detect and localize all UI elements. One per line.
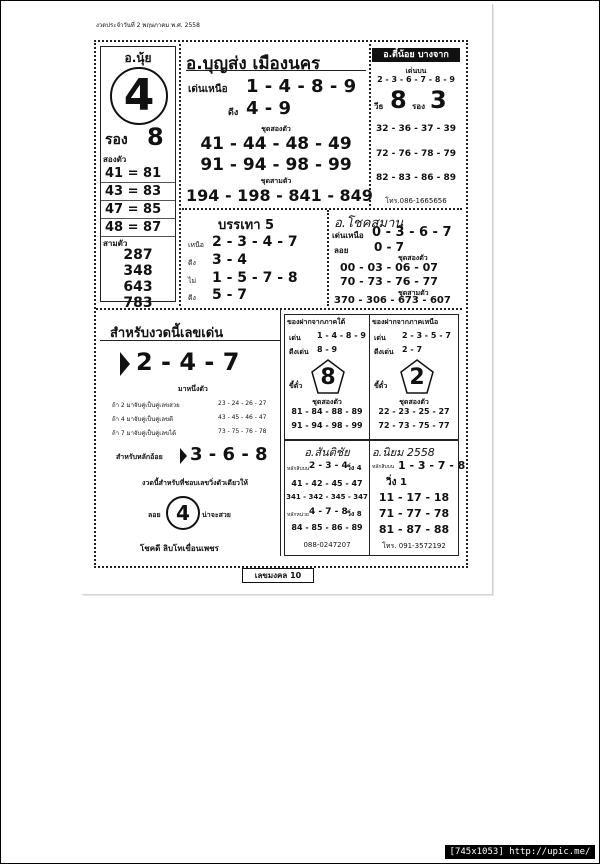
triples-label: ชุดสามตัว	[398, 289, 429, 297]
row-label: ไม่	[188, 277, 197, 285]
badge-label: ขี้ตั๋ว	[289, 382, 303, 390]
triples-label: ชุดสามตัว	[260, 177, 292, 185]
phone-number: โทร.086-1665656	[385, 197, 447, 205]
note-text: ถ้า 4 มาจับคู่เป็นคู่เลขดี	[112, 416, 173, 423]
divider	[179, 44, 181, 306]
note-nums: 23 - 24 - 26 - 27	[218, 400, 267, 407]
dig-label: ดีงเด่น	[289, 348, 309, 356]
pair-b: 3	[430, 86, 447, 114]
lead-label: เด่นเหนือ	[188, 84, 228, 95]
bottom-mid-title: อ.สันติชัย	[304, 446, 350, 459]
lead-label: เด่นบน	[405, 67, 427, 75]
pair-a: 8	[390, 86, 407, 114]
divider	[280, 310, 281, 556]
badge-value: 8	[320, 365, 336, 390]
phone-number: โทร. 091-3572192	[382, 542, 446, 550]
row-label: ดีง	[188, 294, 196, 302]
big-number: 4	[123, 70, 155, 121]
line-tail: วิ่ง 8	[347, 510, 362, 518]
pairs-line: 41 - 44 - 48 - 49	[200, 134, 352, 154]
line-tail: วิ่ง 4	[347, 464, 362, 472]
page-header: งวดประจำวันที่ 2 พฤษภาคม พ.ศ. 2558	[96, 22, 200, 29]
two-digit-list	[101, 165, 175, 237]
top-center-title: อ.บุญส่ง เมืองนคร	[186, 54, 321, 74]
loi-suffix: น่าจะสวย	[202, 511, 231, 519]
page-label: เลขมงคล 10	[242, 568, 314, 583]
lead-label: เด่น	[374, 334, 386, 342]
north-title: ของฝากจากภาคเหนือ	[372, 318, 439, 326]
pairs-label: ชุดสองตัว	[261, 125, 291, 133]
pairs-line: 22 - 23 - 25 - 27	[378, 407, 450, 416]
divider	[369, 44, 371, 206]
row-value: 3 - 4	[212, 252, 248, 268]
bottom-right-title: อ.นิยม 2558	[372, 446, 435, 459]
bottom-right-row: 81 - 87 - 88	[378, 523, 450, 536]
three-digit-number: 287	[123, 247, 153, 263]
dig-label: ดีง	[228, 108, 239, 118]
triangle-icon	[120, 352, 130, 376]
three-digit-number: 643	[123, 279, 153, 295]
south-title: ของฝากจากภาคใต้	[287, 318, 346, 326]
line-value: 1 - 3 - 7 - 8	[398, 459, 466, 472]
bottom-right-box	[369, 440, 466, 556]
lower-left-title: สำหรับงวดนี้เลขเด่น	[110, 326, 224, 341]
top-right-row: 32 - 36 - 37 - 39	[375, 124, 457, 134]
north-box	[369, 314, 459, 440]
two-digit-pair: 41 = 81	[101, 165, 175, 183]
loi-value: 0 - 7	[374, 240, 405, 254]
unit-label: สำหรับหลักอ้อย	[116, 453, 163, 461]
two-digit-pair: 47 = 85	[101, 201, 175, 219]
dig-value: 4 - 9	[246, 98, 292, 119]
row-label: ดีง	[188, 259, 196, 267]
lead-label: เด่น	[289, 334, 301, 342]
note-text: ถ้า 7 มาจับคู่เป็นคู่เลขได้	[112, 430, 177, 437]
pairs-line: 91 - 94 - 98 - 99	[200, 155, 352, 175]
top-right-row: 72 - 76 - 78 - 79	[375, 149, 457, 159]
lead-value: 1 - 4 - 8 - 9	[246, 76, 357, 97]
dig-label: ดีงเด่น	[374, 348, 394, 356]
main-value: 2 - 4 - 7	[136, 348, 240, 376]
row-value: 2 - 3 - 4 - 7	[212, 234, 298, 250]
unit-note: งวดนี้สำหรับที่ชอบเลขวิ่งตัวเดียวให้	[142, 479, 249, 487]
top-right-row: 82 - 83 - 86 - 89	[375, 173, 457, 183]
dig-value: 8 - 9	[317, 345, 338, 354]
triples-line: 370 - 306 - 673 - 607	[334, 295, 451, 306]
row-label: เหนือ	[188, 241, 204, 249]
scanned-lottery-page	[82, 4, 493, 595]
line-value: 4 - 7 - 8	[309, 507, 348, 517]
line-value: 2 - 3 - 4	[309, 461, 348, 471]
rong-label: รอง	[105, 132, 128, 148]
triangle-icon	[180, 448, 187, 464]
phone-number: 088-0247207	[303, 541, 351, 549]
divider	[327, 210, 329, 306]
badge-label: ขี้ตั๋ว	[374, 382, 388, 390]
line-row: 84 - 85 - 86 - 89	[291, 523, 363, 532]
pairs-line: 81 - 84 - 88 - 89	[291, 407, 363, 416]
big-number-circle	[110, 67, 168, 125]
lead-label: เด่นเหนือ	[332, 231, 364, 240]
pair-mid: รอง	[412, 102, 426, 111]
loi-circle	[166, 496, 200, 530]
note-nums: 73 - 75 - 76 - 78	[218, 428, 267, 435]
sub-label: มาหนึ่งตัว	[178, 385, 208, 393]
lead-value: 1 - 4 - 8 - 9	[317, 331, 366, 340]
lead-value: 0 - 3 - 6 - 7	[372, 225, 452, 240]
pairs-line: 00 - 03 - 06 - 07	[340, 261, 438, 274]
three-digit-number: 348	[123, 263, 153, 279]
mid-left-title: บรรเทา 5	[218, 218, 275, 233]
bottom-mid-box	[284, 440, 370, 556]
line-row: 41 - 42 - 45 - 47	[291, 479, 363, 488]
dig-value: 2 - 7	[402, 345, 423, 354]
unit-value: 3 - 6 - 8	[190, 444, 268, 465]
triples-line: 194 - 198 - 841 - 849	[186, 186, 373, 205]
left-title: อ.นุ้ย	[124, 51, 152, 65]
line-label: หลักสิบบน	[287, 466, 310, 472]
pairs-line: 70 - 73 - 76 - 77	[340, 275, 438, 288]
line-label: หลักสิบบน	[372, 464, 395, 470]
lead-value: 2 - 3 - 6 - 7 - 8 - 9	[377, 75, 455, 84]
left-column-box	[100, 46, 176, 311]
mid-right-title: อ.โชคสมาน	[334, 216, 404, 231]
note-nums: 43 - 45 - 46 - 47	[218, 414, 267, 421]
lead-value: 2 - 3 - 5 - 7	[402, 331, 451, 340]
pairs-line: 91 - 94 - 98 - 99	[291, 421, 363, 430]
row-value: 5 - 7	[212, 287, 248, 303]
loi-label: ลอย	[148, 511, 161, 519]
three-digit-number: 783	[123, 295, 153, 311]
pair-label: วีธ	[374, 102, 384, 111]
loi-label: ลอย	[334, 246, 349, 255]
watermark-label: [745x1053] http://upic.me/	[445, 845, 595, 859]
line-label: หลักหน่วย	[287, 512, 309, 518]
loi-value: 4	[176, 501, 190, 525]
row-value: 1 - 5 - 7 - 8	[212, 270, 298, 286]
bottom-right-row: 71 - 77 - 78	[378, 507, 450, 520]
divider	[96, 308, 462, 310]
two-digit-pair: 48 = 87	[101, 219, 175, 237]
rong-value: 8	[147, 123, 164, 151]
line-row: วิ่ง 1	[386, 477, 407, 488]
divider	[182, 208, 462, 210]
lower-left-footer: โชคดี ลิบโทเขื่อนเพชร	[140, 544, 219, 553]
pairs-label: ชุดสองตัว	[312, 398, 342, 406]
three-digit-list	[101, 247, 175, 311]
three-digit-label: สามตัว	[103, 239, 128, 248]
note-text: ถ้า 2 มาจับคู่เป็นคู่เลขสวย	[112, 402, 180, 409]
south-box	[284, 314, 370, 440]
pairs-line: 72 - 73 - 75 - 77	[378, 421, 450, 430]
two-digit-pair: 43 = 83	[101, 183, 175, 201]
badge-value: 2	[409, 365, 425, 390]
pairs-label: ชุดสองตัว	[398, 254, 428, 262]
top-right-title: อ.ตี๋น้อย บางจาก	[372, 48, 460, 62]
pairs-label: ชุดสองตัว	[399, 398, 429, 406]
divider	[100, 340, 280, 341]
divider	[186, 70, 366, 71]
bottom-right-row: 11 - 17 - 18	[378, 491, 450, 504]
line-row: 341 - 342 - 345 - 347	[286, 493, 368, 501]
two-digit-label: สองตัว	[103, 155, 127, 164]
